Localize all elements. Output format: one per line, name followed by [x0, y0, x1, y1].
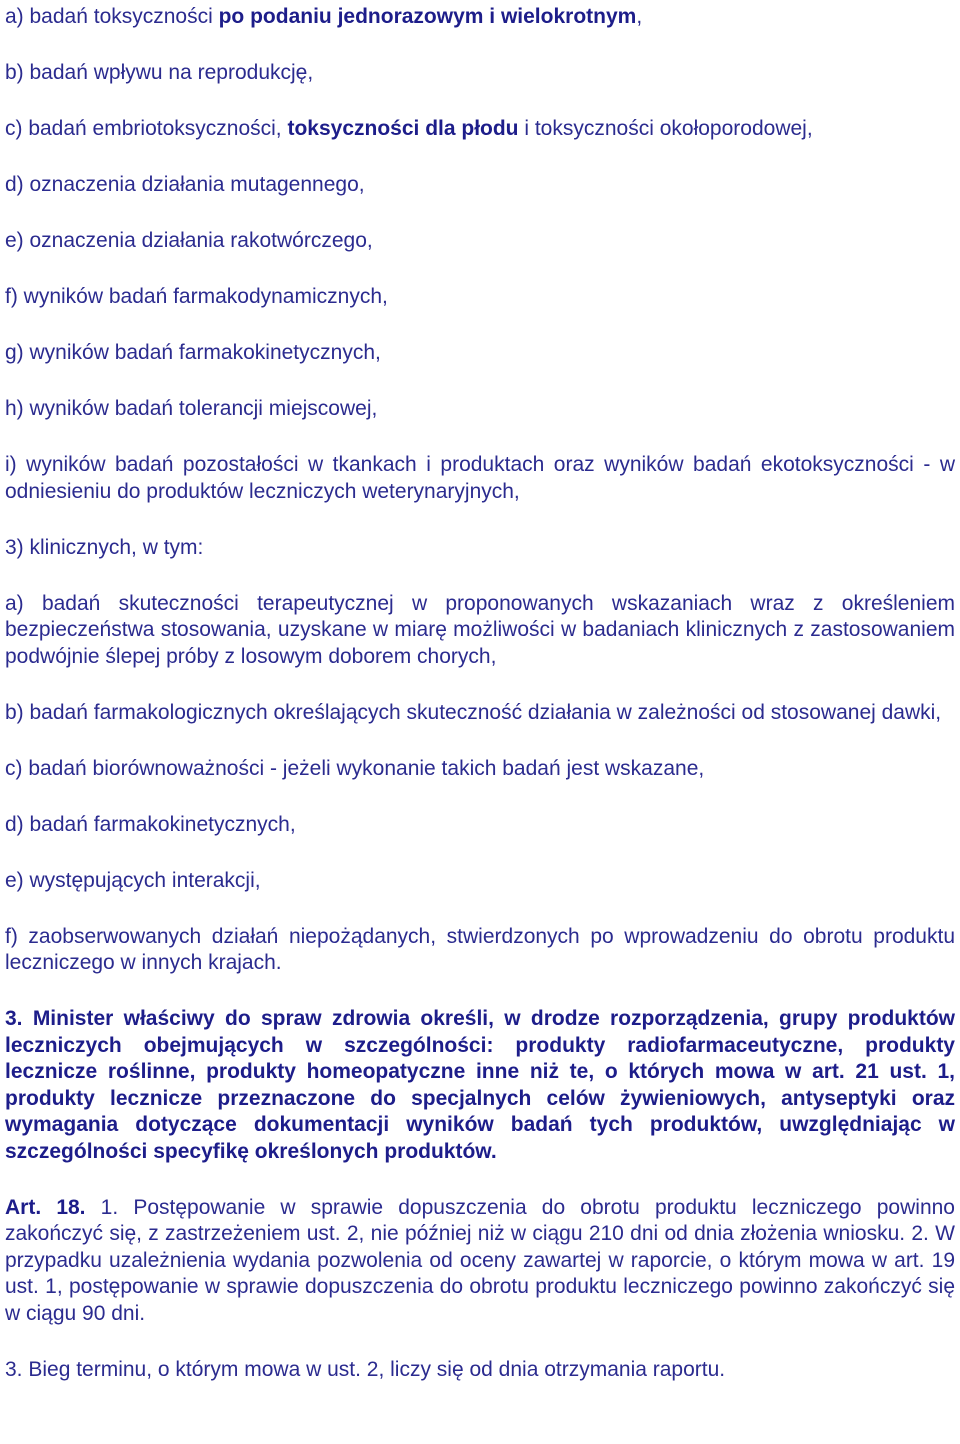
item-text: c) badań embriotoksyczności, — [5, 117, 288, 140]
item-f-adverse-effects: f) zaobserwowanych działań niepożądanych, stwierdzonych po wprowadzeniu do obrotu produktu leczniczego w innych krajach. — [5, 924, 955, 974]
item-bold-text: toksyczności dla płodu — [287, 117, 519, 140]
paragraph-3-minister: 3. Minister właściwy do spraw zdrowia określi, w drodze rozporządzenia, grupy produktów leczniczych obejmujących w szczególności: produkty radiofarmaceutyczne, produkty lecznicze roślinne, produkty homeopatyczne inne niż te, o których mowa w art. 21 ust. 1, produkty lecznicze przeznaczone do specjalnych celów żywieniowych, antyseptyki oraz wymagania dotyczące dokumentacji wyników badań tych produktów, uwzględniając w szczególności specyfikę określonych produktów. — [5, 1007, 955, 1163]
item-a-toxicity — [5, 4, 955, 31]
item-e-carcinogenic: e) oznaczenia działania rakotwórczego, — [5, 229, 373, 252]
item-c-embryotoxicity — [5, 116, 955, 143]
item-c-bioequivalence: c) badań biorównoważności - jeżeli wykonanie takich badań jest wskazane, — [5, 756, 705, 780]
document-page — [5, 4, 955, 1413]
item-e-interactions: e) występujących interakcji, — [5, 868, 261, 892]
item-h-local-tolerance: h) wyników badań tolerancji miejscowej, — [5, 397, 378, 420]
item-d-pharmacokinetic: d) badań farmakokinetycznych, — [5, 812, 296, 836]
item-d-mutagenic: d) oznaczenia działania mutagennego, — [5, 173, 365, 196]
item-i-residues: i) wyników badań pozostałości w tkankach i produktach oraz wyników badań ekotoksyczności - w odniesieniu do produktów leczniczych weterynaryjnych, — [5, 453, 955, 503]
article-label: Art. 18. — [5, 1195, 86, 1219]
article-18 — [5, 1195, 955, 1328]
item-text: , — [636, 5, 643, 28]
item-g-pharmacokinetic: g) wyników badań farmakokinetycznych, — [5, 341, 381, 364]
paragraph-3-deadline: 3. Bieg terminu, o którym mowa w ust. 2, liczy się od dnia otrzymania raportu. — [5, 1357, 726, 1381]
item-b-reproduction: b) badań wpływu na reprodukcję, — [5, 61, 314, 84]
article-text: 1. Postępowanie w sprawie dopuszczenia do obrotu produktu leczniczego powinno zakończyć się, z zastrzeżeniem ust. 2, nie później niż w ciągu 210 dni od dnia złożenia wniosku. 2. W przypadku uzależnienia wydania pozwolenia od oceny zawartej w raporcie, o którym mowa w art. 19 ust. 1, postępowanie w sprawie dopuszczenia do obrotu produktu leczniczego powinno zakończyć się w ciągu 90 dni. — [5, 1195, 955, 1325]
item-a-therapeutic-efficacy: a) badań skuteczności terapeutycznej w proponowanych wskazaniach wraz z określeniem bezpieczeństwa stosowania, uzyskane w miarę możliwości w badaniach klinicznych z zastosowaniem podwójnie ślepej próby z losowym doborem chorych, — [5, 591, 955, 668]
section-3-clinical: 3) klinicznych, w tym: — [5, 535, 204, 559]
item-b-pharmacological: b) badań farmakologicznych określających skuteczność działania w zależności od stosowanej dawki, — [5, 700, 942, 724]
item-f-pharmacodynamic: f) wyników badań farmakodynamicznych, — [5, 285, 388, 308]
item-text: i toksyczności okołoporodowej, — [518, 117, 813, 140]
item-text: a) badań toksyczności — [5, 5, 219, 28]
item-bold-text: po podaniu jednorazowym i wielokrotnym — [218, 5, 637, 28]
